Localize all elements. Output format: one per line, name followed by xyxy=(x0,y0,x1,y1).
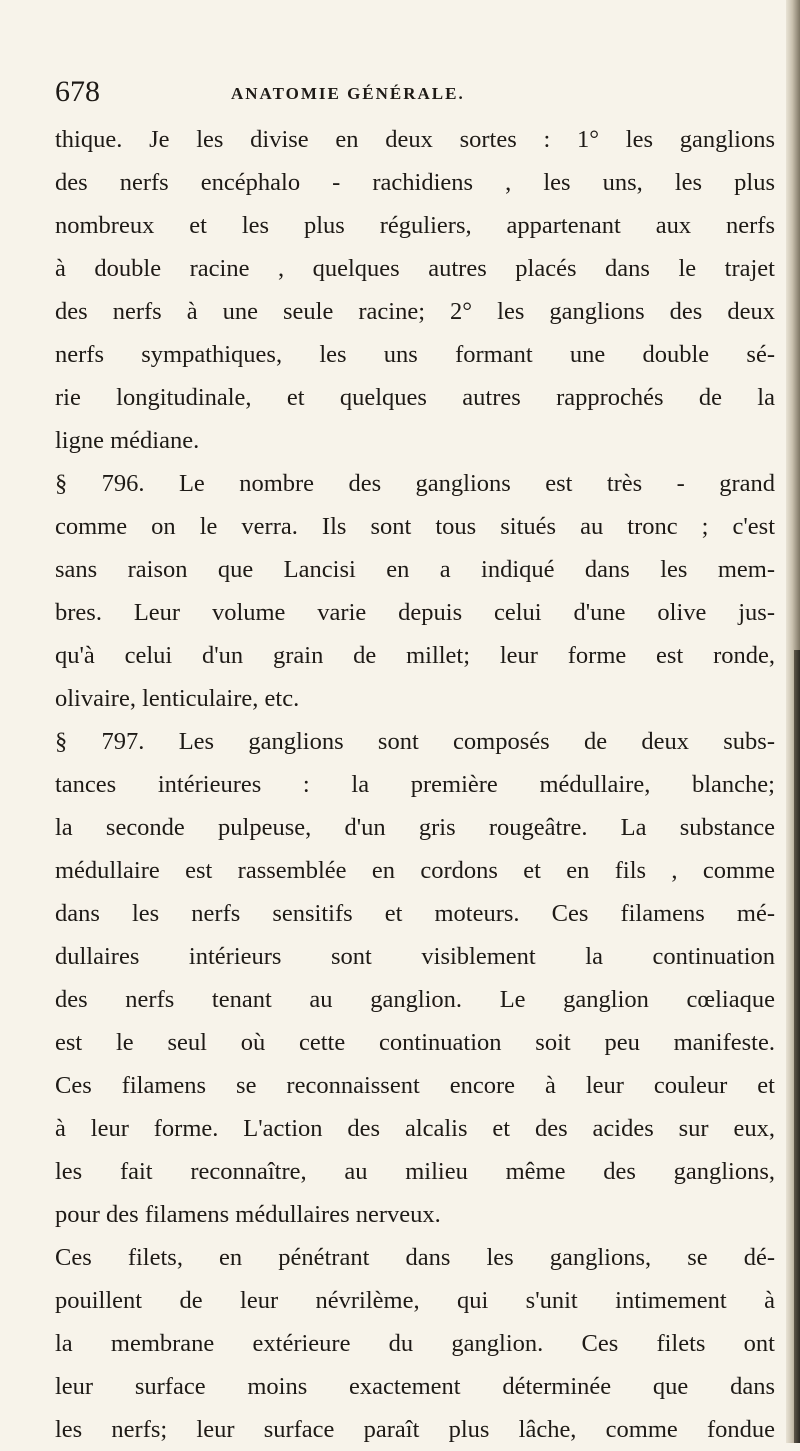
text-line: médullaire est rassemblée en cordons et en fils , comme xyxy=(55,857,775,884)
text-line: la membrane extérieure du ganglion. Ces filets ont xyxy=(55,1330,775,1357)
text-line: dans les nerfs sensitifs et moteurs. Ces filamens mé- xyxy=(55,900,775,927)
text-line: rie longitudinale, et quelques autres rapprochés de la xyxy=(55,384,775,411)
running-head: ANATOMIE GÉNÉRALE. xyxy=(231,84,465,103)
text-line: thique. Je les divise en deux sortes : 1° les ganglions xyxy=(55,126,775,153)
text-line: sans raison que Lancisi en a indiqué dans les mem- xyxy=(55,556,775,583)
text-line: leur surface moins exactement déterminée que dans xyxy=(55,1373,775,1400)
page-number: 678 xyxy=(55,75,100,108)
text-line: les fait reconnaître, au milieu même des ganglions, xyxy=(55,1158,775,1185)
text-line: olivaire, lenticulaire, etc. xyxy=(55,685,300,712)
text-line: est le seul où cette continuation soit peu manifeste. xyxy=(55,1029,775,1056)
text-line: des nerfs à une seule racine; 2° les ganglions des deux xyxy=(55,298,775,325)
paragraph-start-line: § 797. Les ganglions sont composés de deux subs- xyxy=(55,728,775,755)
text-line: dullaires intérieurs sont visiblement la continuation xyxy=(55,943,775,970)
page-header xyxy=(55,72,755,112)
text-line: comme on le verra. Ils sont tous situés au tronc ; c'est xyxy=(55,513,775,540)
page-edge-dark xyxy=(794,650,800,1443)
paragraph-start-line: § 796. Le nombre des ganglions est très - grand xyxy=(55,470,775,497)
text-line: les nerfs; leur surface paraît plus lâche, comme fondue xyxy=(55,1416,775,1443)
text-line: qu'à celui d'un grain de millet; leur forme est ronde, xyxy=(55,642,775,669)
text-line: à double racine , quelques autres placés dans le trajet xyxy=(55,255,775,282)
text-line: des nerfs encéphalo - rachidiens , les uns, les plus xyxy=(55,169,775,196)
text-line: nombreux et les plus réguliers, appartenant aux nerfs xyxy=(55,212,775,239)
text-line: pouillent de leur névrilème, qui s'unit intimement à xyxy=(55,1287,775,1314)
text-line: nerfs sympathiques, les uns formant une double sé- xyxy=(55,341,775,368)
text-line: Ces filamens se reconnaissent encore à leur couleur et xyxy=(55,1072,775,1099)
body-text xyxy=(55,118,775,1451)
paragraph-start-line: Ces filets, en pénétrant dans les ganglions, se dé- xyxy=(55,1244,775,1271)
text-line: la seconde pulpeuse, d'un gris rougeâtre. La substance xyxy=(55,814,775,841)
text-line: pour des filamens médullaires nerveux. xyxy=(55,1201,441,1228)
text-line: ligne médiane. xyxy=(55,427,200,454)
text-line: bres. Leur volume varie depuis celui d'une olive jus- xyxy=(55,599,775,626)
text-line: des nerfs tenant au ganglion. Le ganglion cœliaque xyxy=(55,986,775,1013)
text-line: tances intérieures : la première médullaire, blanche; xyxy=(55,771,775,798)
text-line: à leur forme. L'action des alcalis et des acides sur eux, xyxy=(55,1115,775,1142)
